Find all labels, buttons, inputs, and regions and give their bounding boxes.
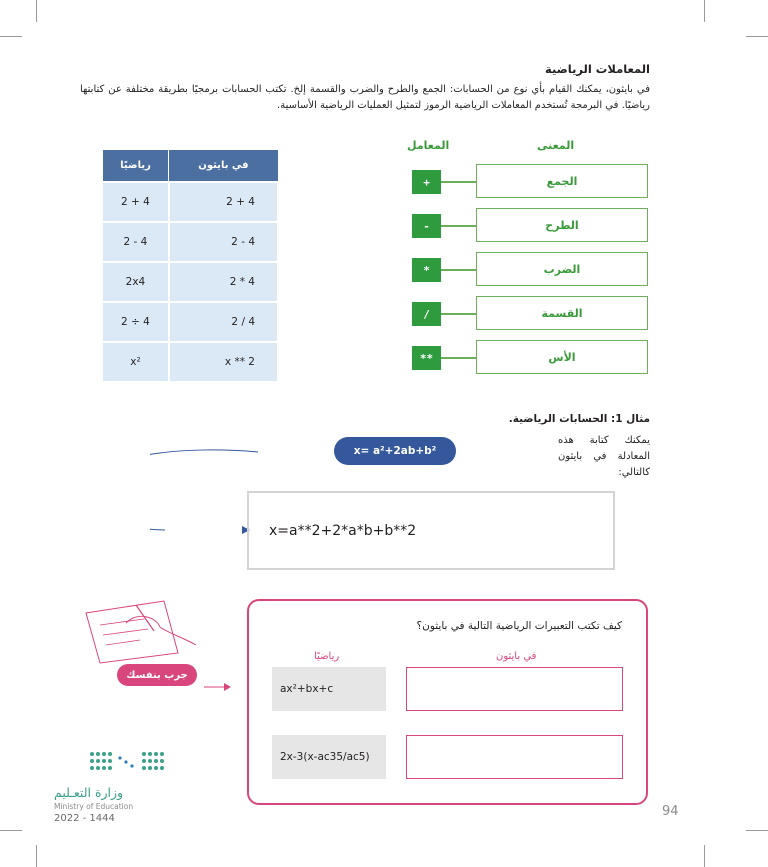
math-cell: 2 - 4 <box>102 222 169 262</box>
operator-symbol: * <box>412 258 441 282</box>
ministry-logo <box>86 748 172 778</box>
table-row <box>102 262 278 302</box>
meaning-header: المعنى <box>537 139 575 152</box>
edition-year: 2022 - 1444 <box>54 813 115 824</box>
arrow-right-icon <box>204 682 232 692</box>
operator-meaning-box: القسمة <box>476 296 648 330</box>
python-cell: 2 * 4 <box>169 262 278 302</box>
operator-meaning-box: الضرب <box>476 252 648 286</box>
operator-symbol: ** <box>412 346 441 370</box>
python-cell: 2 - 4 <box>169 222 278 262</box>
table-header-row <box>102 150 278 183</box>
operator-meaning-box: الجمع <box>476 164 648 198</box>
code-text: x=a**2+2*a*b+b**2 <box>269 522 417 539</box>
ministry-name-en: Ministry of Education <box>54 802 134 811</box>
connector-line <box>441 269 476 271</box>
curved-arrow <box>150 440 260 540</box>
math-column-header: رياضيًا <box>102 150 169 183</box>
code-box <box>247 491 615 570</box>
writing-hand-icon <box>78 593 198 665</box>
intro-paragraph: في بايثون، يمكنك القيام بأي نوع من الحسابات: الجمع والطرح والضرب والقسمة إلخ. تكتب الحسابات برمجيًا بطريقة مختلفة عن كتابتها رياضيًا. في البرمجة تُستخدم المعاملات الرياضية الرموز لتمثيل العمليات الرياضية الأساسية. <box>80 84 650 111</box>
connector-line <box>441 225 476 227</box>
crop-mark <box>746 36 768 37</box>
operator-symbol: - <box>412 214 441 238</box>
crop-mark <box>36 0 37 22</box>
crop-mark <box>0 830 22 831</box>
operator-meaning-box: الأس <box>476 340 648 374</box>
try-question: كيف تكتب التعبيرات الرياضية التالية في بايثون؟ <box>416 620 622 632</box>
table-row <box>102 342 278 382</box>
example-title: مثال 1: الحسابات الرياضية. <box>508 413 650 425</box>
section-title: المعاملات الرياضية <box>544 62 650 76</box>
table-row <box>102 302 278 342</box>
python-column-header: في بايثون <box>169 150 278 183</box>
crop-mark <box>704 0 705 22</box>
example-body: يمكنك كتابة هذه المعادلة في بايثون كالتالي: <box>558 435 650 478</box>
crop-mark <box>746 830 768 831</box>
math-expression: ax²+bx+c <box>272 667 386 711</box>
python-cell: x ** 2 <box>169 342 278 382</box>
try-yourself-badge: جرب بنفسك <box>117 664 197 686</box>
math-cell: 2x4 <box>102 262 169 302</box>
operator-symbol: + <box>412 170 441 194</box>
operator-meaning-box: الطرح <box>476 208 648 242</box>
math-column-label: رياضيًا <box>314 651 340 662</box>
operator-symbol: / <box>412 302 441 326</box>
math-expression: 2x-3(x-ac35/ac5) <box>272 735 386 779</box>
crop-mark <box>0 36 22 37</box>
table-row <box>102 182 278 222</box>
ministry-name-ar: وزارة التعـليم <box>54 785 124 800</box>
python-math-table <box>101 149 279 383</box>
table-row <box>102 222 278 262</box>
connector-line <box>441 181 476 183</box>
python-column-label: في بايثون <box>496 651 537 662</box>
crop-mark <box>704 845 705 867</box>
math-cell: 2 ÷ 4 <box>102 302 169 342</box>
python-answer-field[interactable] <box>406 667 623 711</box>
operator-header: المعامل <box>407 139 450 152</box>
connector-line <box>441 313 476 315</box>
math-cell: x² <box>102 342 169 382</box>
connector-line <box>441 357 476 359</box>
equation-pill: x= a²+2ab+b² <box>334 437 456 465</box>
python-cell: 2 + 4 <box>169 182 278 222</box>
page-number: 94 <box>662 804 679 819</box>
math-cell: 2 + 4 <box>102 182 169 222</box>
python-answer-field[interactable] <box>406 735 623 779</box>
crop-mark <box>36 845 37 867</box>
python-cell: 2 / 4 <box>169 302 278 342</box>
